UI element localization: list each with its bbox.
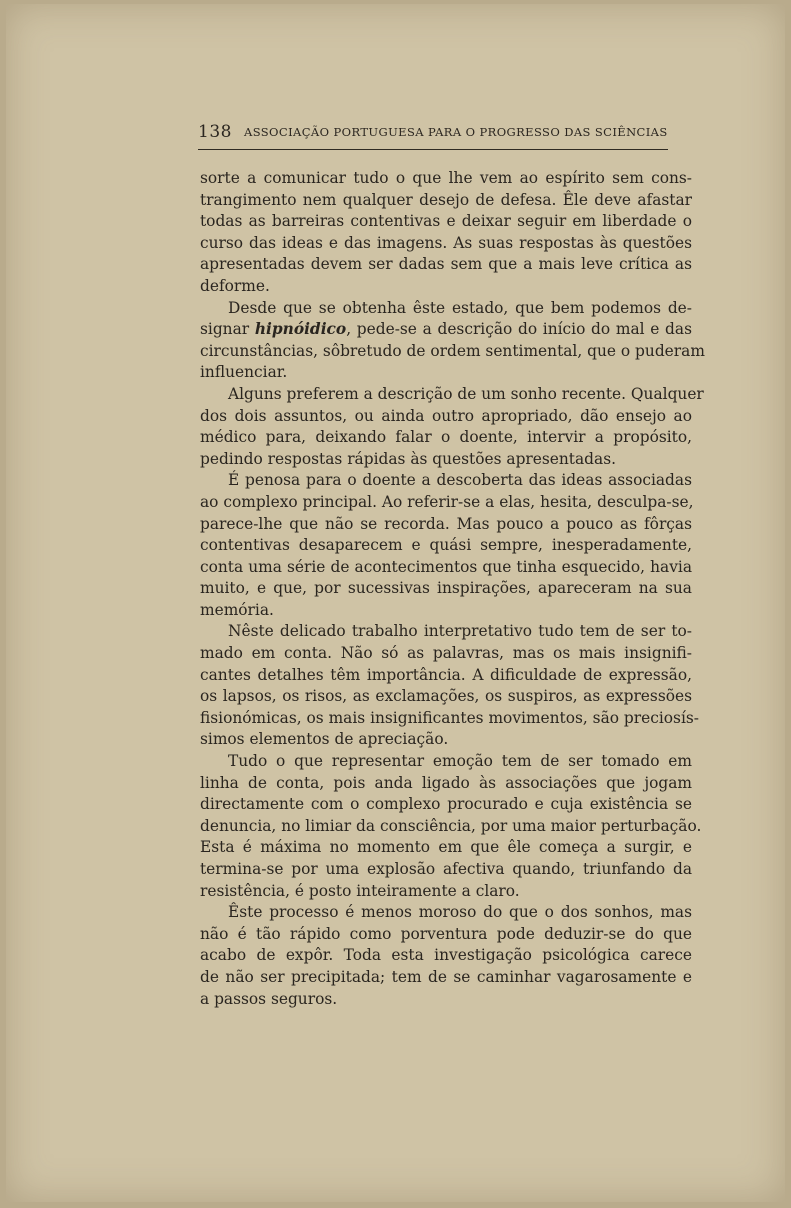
header-rule [198,149,668,150]
text-line: directamente com o complexo procurado e cuja existência se [200,795,692,814]
body-text [200,168,705,1010]
text-line: contentivas desaparecem e quási sempre, inesperadamente, [200,536,692,555]
text-line: não é tão rápido como porventura pode deduzir-se do que [200,924,692,943]
text-line: Êste processo é menos moroso do que o dos sonhos, mas [228,903,692,922]
paragraph [200,751,702,902]
text-line: linha de conta, pois anda ligado às associações que jogam [200,773,692,792]
text-line: sorte a comunicar tudo o que lhe vem ao espírito sem cons- [200,169,692,187]
text-line: pedindo respostas rápidas às questões apresentadas. [200,449,616,468]
text-line: Tudo o que representar emoção tem de ser tomado em [228,752,692,771]
text-line: Alguns preferem a descrição de um sonho recente. Qualquer [228,384,704,403]
text-line: circunstâncias, sôbretudo de ordem sentimental, que o puderam [200,341,705,360]
page-header [198,122,668,148]
text-fragment: , pede-se a descrição do início do mal e das [346,320,692,339]
paragraph [200,902,692,1010]
emphasized-term: hipnóidico [254,320,347,339]
text-line: acabo de expôr. Toda esta investigação psicológica carece [200,946,692,965]
text-line: conta uma série de acontecimentos que tinha esquecido, havia [200,557,692,576]
text-line: parece-lhe que não se recorda. Mas pouco a pouco as fôrças [200,514,692,533]
text-line: Esta é máxima no momento em que êle começa a surgir, e [200,838,692,857]
text-line: resistência, é posto inteiramente a claro. [200,881,520,900]
text-line: médico para, deixando falar o doente, intervir a propósito, [200,428,692,447]
text-line: dos dois assuntos, ou ainda outro apropriado, dão ensejo ao [200,406,692,425]
text-line [200,319,692,341]
paragraph [200,384,704,470]
text-line: termina-se por uma explosão afectiva quando, triunfando da [200,860,692,878]
text-line: todas as barreiras contentivas e deixar seguir em liberdade o [200,212,692,231]
text-line: Desde que se obtenha êste estado, que bem podemos de- [228,298,692,317]
text-line: simos elementos de apreciação. [200,730,449,749]
text-line: fisionómicas, os mais insignificantes movimentos, são preciosís- [200,708,699,727]
text-line: denuncia, no limiar da consciência, por uma maior perturbação. [200,816,702,835]
text-line: a passos seguros. [200,989,338,1008]
text-line: curso das ideas e das imagens. As suas respostas às questões [200,233,692,252]
text-line: muito, e que, por sucessivas inspirações, apareceram na sua [200,579,692,598]
text-line: É penosa para o doente a descoberta das ideas associadas [228,471,692,490]
text-line: apresentadas devem ser dadas sem que a mais leve crítica as [200,255,692,274]
running-title: ASSOCIAÇÃO PORTUGUESA PARA O PROGRESSO DAS SCIÊNCIAS [244,125,668,139]
text-line: mado em conta. Não só as palavras, mas os mais insignifi- [200,644,692,663]
text-line: trangimento nem qualquer desejo de defesa. Êle deve afastar [200,190,692,209]
page-number: 138 [198,122,232,142]
text-line: ao complexo principal. Ao referir-se a elas, hesita, desculpa-se, [200,492,694,511]
text-line: memória. [200,600,274,619]
text-fragment: signar [200,320,250,339]
text-line: deforme. [200,276,270,295]
text-line: de não ser precipitada; tem de se caminhar vagarosamente e [200,967,692,986]
paragraph [200,168,692,298]
text-line: cantes detalhes têm importância. A dificuldade de expressão, [200,665,692,684]
text-line: Nêste delicado trabalho interpretativo tudo tem de ser to- [228,622,692,641]
paragraph [200,470,692,621]
paragraph [200,621,699,751]
text-line: influenciar. [200,363,288,382]
paragraph [200,298,705,384]
text-line: os lapsos, os risos, as exclamações, os suspiros, as expressões [200,687,692,706]
